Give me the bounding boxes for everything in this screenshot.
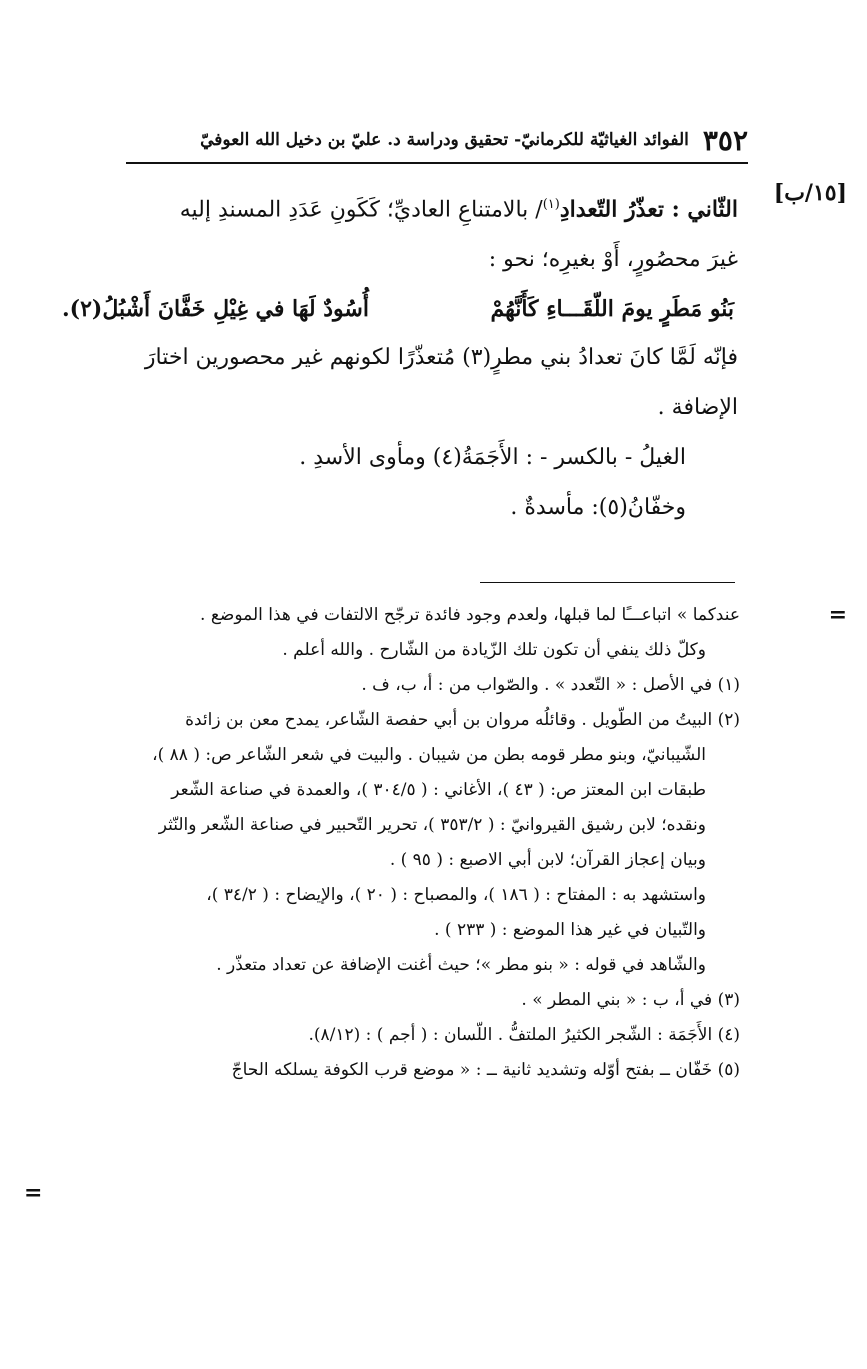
footnote-2-line-5: وبيان إعجاز القرآن؛ لابن أبي الاصبع : ( ٩٥ ) .: [389, 850, 706, 870]
page-header: [126, 118, 748, 164]
folio-marker: [١٥/ب]: [773, 180, 847, 206]
body-line-1-rest: / بالامتناعِ العاديِّ؛ كَكَونِ عَدَدِ المسندِ إليه: [179, 197, 543, 223]
footnotes: [62, 598, 740, 1088]
verse-hemistich-1: بَنُو مَطَرٍ يومَ اللّقَـــاءِ كَأَنَّهُمْ: [490, 296, 734, 323]
poetry-verse: [62, 285, 738, 333]
trailing-continuation-mark: =: [24, 1180, 43, 1206]
footnote-2-line-4: ونقده؛ لابن رشيق القيروانيّ : ( ٣٥٣/٢ )، تحرير التّحبير في صناعة الشّعر والنّثر: [158, 815, 706, 835]
main-text: [62, 180, 738, 533]
footnote-4: (٤) الأَجَمَة : الشّجر الكثيرُ الملتفُّ . اللّسان : ( أجم ) : (٨/١٢).: [308, 1025, 740, 1045]
body-line-6: الغيلُ - بالكسر - : الأَجَمَةُ(٤) ومأوى الأسدِ .: [299, 445, 686, 471]
page-number: ٣٥٢: [702, 123, 748, 157]
footnote-5: (٥) خَفّان ــ بفتح أوّله وتشديد ثانية ــ : « موضع قرب الكوفة يسلكه الحاجّ: [231, 1060, 740, 1080]
footnote-2-line-2: الشّيبانيّ، وبنو مطر قومه بطن من شيبان . والبيت في شعر الشّاعر ص: ( ٨٨ )،: [152, 745, 706, 765]
footnote-2-line-7: والتّبيان في غير هذا الموضع : ( ٢٣٣ ) .: [434, 920, 706, 940]
footnote-2-line-8: والشّاهد في قوله : « بنو مطر »؛ حيث أغنت الإضافة عن تعداد متعذّر .: [216, 955, 706, 975]
footnote-2-line-1: (٢) البيتُ من الطّويل . وقائلُه مروان بن أبي حفصة الشّاعر، يمدح معن بن زائدة: [185, 710, 740, 730]
continuation-mark: =: [828, 602, 847, 628]
footnote-2-line-6: واستشهد به : المفتاح : ( ١٨٦ )، والمصباح : ( ٢٠ )، والإيضاح : ( ٣٤/٢ )،: [206, 885, 706, 905]
footnote-cont-line-2: وكلّ ذلك ينفي أن تكون تلك الزّيادة من الشّارح . والله أعلم .: [282, 640, 706, 660]
footnote-1: (١) في الأصل : « التّعدد » . والصّواب من : أ، ب، ف .: [361, 675, 740, 695]
footnote-separator: [480, 582, 735, 583]
body-line-2: غيرَ محصُورٍ، أَوْ بغيرِه؛ نحو :: [488, 247, 738, 273]
topic-heading: الثّاني : تعذّرُ التّعدادِ: [559, 196, 738, 223]
body-line-4: فإنّه لَمَّا كانَ تعدادُ بني مطرٍ(٣) مُتعذّرًا لكونهم غير محصورين اختارَ: [144, 345, 738, 371]
footnote-cont-line-1: عندكما » اتباعـــًا لما قبلها، ولعدم وجود فائدة ترجّح الالتفات في هذا الموضع .: [200, 605, 740, 625]
footnote-2-line-3: طبقات ابن المعتز ص: ( ٤٣ )، الأغاني : ( ٣٠٤/٥ )، والعمدة في صناعة الشّعر: [171, 780, 706, 800]
footnote-ref-1: (١): [542, 197, 560, 212]
body-line-5: الإضافة .: [657, 395, 738, 421]
body-line-7: وخفّانُ(٥): مأسدةٌ .: [510, 495, 686, 521]
verse-hemistich-2: أُسُودٌ لَهَا في غِيْلِ خَفَّانَ أَشْبُلُ(٢).: [62, 296, 369, 323]
footnote-3: (٣) في أ، ب : « بني المطر » .: [521, 990, 740, 1010]
running-title: الفوائد الغياثيّة للكرمانيّ- تحقيق ودراسة د. عليّ بن دخيل الله العوفيّ: [200, 130, 689, 150]
body-line-1: [62, 180, 738, 235]
